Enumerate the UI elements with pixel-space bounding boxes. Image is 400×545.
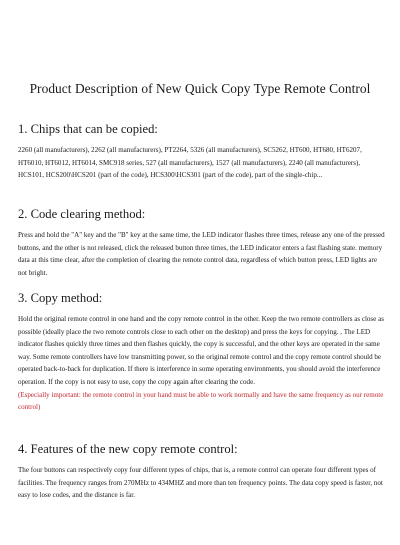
- section-heading-features: 4. Features of the new copy remote control:: [18, 442, 238, 456]
- important-note: (Especially important: the remote control in your hand must be able to work normally and have the same frequency as our remote control): [18, 390, 384, 412]
- section-code-clearing: [18, 206, 386, 279]
- copy-method-text: Hold the original remote control in one hand and the copy remote control in the other. Keep the two remote controllers as close as possible (ideally place the two remote controls close to each other on the desktop) and press the keys for copying. , The LED indicator flashes quickly three times and then flashes quickly, the copy is successful, and the other keys are operated in the same way. Some remote controllers have low transmitting power, so the original remote control and the copy remote control should be operated back-to-back for duplication. If there is interference in some operating environments, you should avoid the interference operation. If the copy is not easy to use, copy the copy again after clearing the code.: [18, 315, 384, 386]
- section-chips: [18, 121, 386, 182]
- section-copy-method: [18, 290, 386, 414]
- section-features: [18, 441, 386, 502]
- section-heading-code-clearing: 2. Code clearing method:: [18, 207, 146, 221]
- section-heading-copy-method: 3. Copy method:: [18, 291, 103, 305]
- section-body-copy-method: [18, 313, 386, 414]
- section-body-features: The four buttons can respectively copy four different types of chips, that is, a remote control can operate four different types of facilities. The frequency ranges from 270MHz to 434MHZ and more than ten frequency points. The data copy speed is faster, not easy to lose codes, and the distance is far.: [18, 466, 383, 500]
- section-body-chips: 2260 (all manufacturers), 2262 (all manufacturers), PT2264, 5326 (all manufacturers), SC5262, HT600, HT680, HT6207, HT6010, HT6012, HT6014, SMC918 series, 527 (all manufacturers), 1527 (all manufacturers), 2240 (all manufacturers), HCS101, HCS200\HCS201 (part of the code), HCS300\HCS301 (part of the code), part of the single-chip...: [18, 146, 362, 180]
- page-title: Product Description of New Quick Copy Type Remote Control: [29, 81, 371, 96]
- section-heading-chips: 1. Chips that can be copied:: [18, 122, 158, 136]
- section-body-code-clearing: Press and hold the "A" key and the "B" key at the same time, the LED indicator flashes three times, release any one of the pressed buttons, and the other is not released, click the released button three times, the LED indicator enters a fast flashing state. memory data at this time clear, after the completion of clearing the remote control data, regardless of which button press, LED lights are not bright.: [18, 231, 385, 277]
